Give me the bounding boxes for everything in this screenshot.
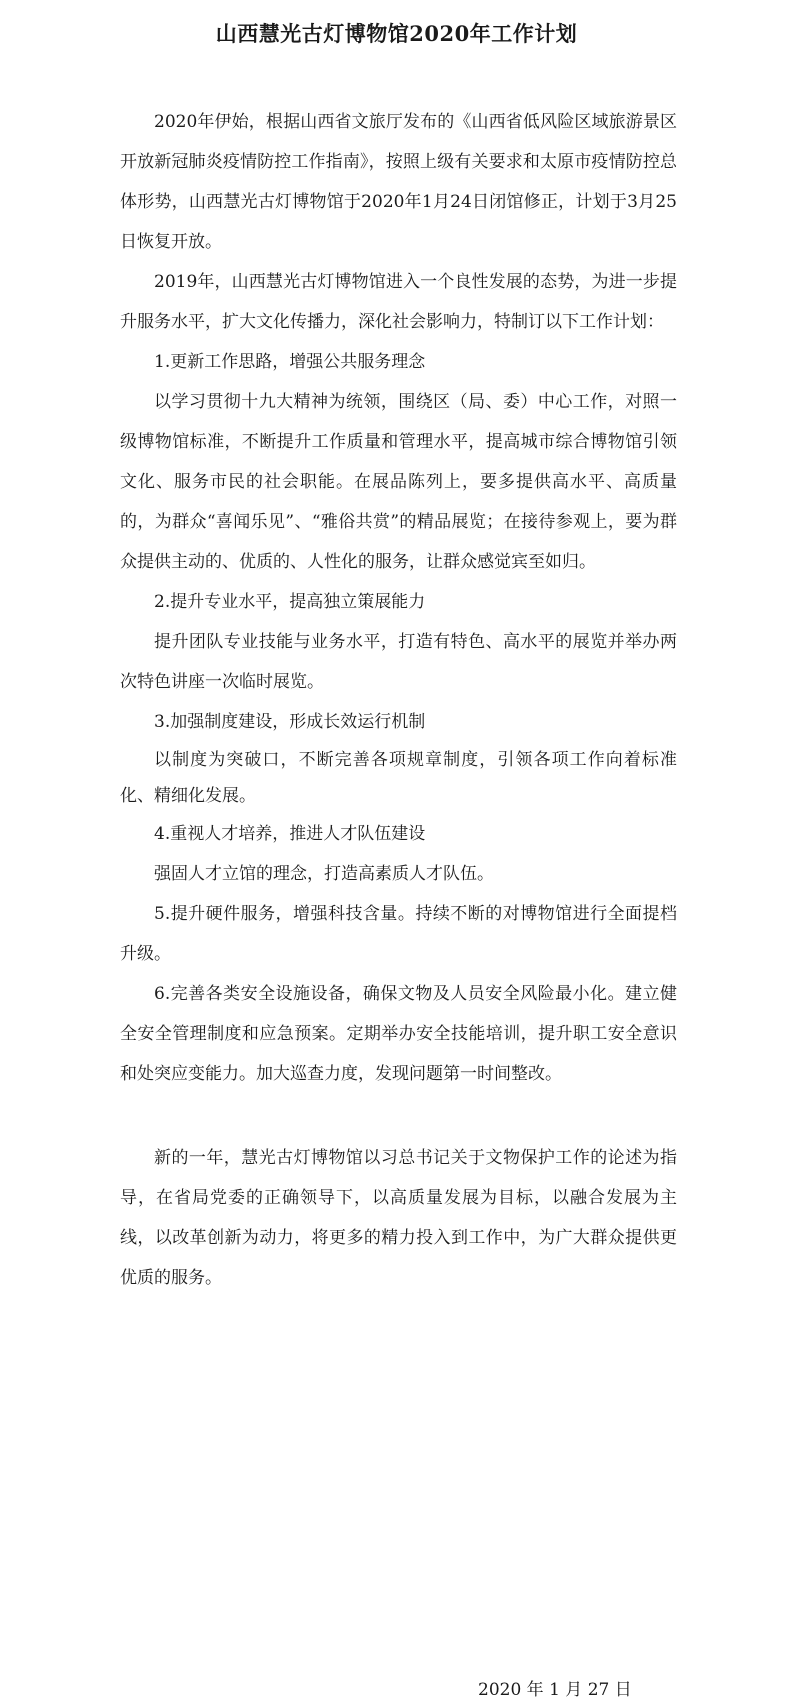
document-date: 2020 年 1 月 27 日 [478,1680,632,1700]
section-body-2: 提升团队专业技能与业务水平，打造有特色、高水平的展览并举办两次特色讲座一次临时展览。 [120,632,677,692]
paragraph-conclusion: 新的一年，慧光古灯博物馆以习总书记关于文物保护工作的论述为指导，在省局党委的正确领导下，以高质量发展为目标，以融合发展为主线，以改革创新为动力，将更多的精力投入到工作中，为广大群众提供更优质的服务。 [120,1148,677,1288]
section-item-6: 6.完善各类安全设施设备，确保文物及人员安全风险最小化。建立健全安全管理制度和应急预案。定期举办安全技能培训，提升职工安全意识和处突应变能力。加大巡查力度，发现问题第一时间整改。 [120,984,677,1084]
section-heading-1: 1.更新工作思路，增强公共服务理念 [154,352,426,372]
section-item-5: 5.提升硬件服务，增强科技含量。持续不断的对博物馆进行全面提档升级。 [120,904,677,964]
paragraph-intro: 2020年伊始，根据山西省文旅厅发布的《山西省低风险区域旅游景区开放新冠肺炎疫情防控工作指南》，按照上级有关要求和太原市疫情防控总体形势，山西慧光古灯博物馆于2020年1月24日闭馆修正，计划于3月25日恢复开放。 [120,112,677,252]
section-body-3: 以制度为突破口，不断完善各项规章制度，引领各项工作向着标准化、精细化发展。 [120,750,677,806]
section-heading-4: 4.重视人才培养，推进人才队伍建设 [154,824,426,844]
section-body-4: 强固人才立馆的理念，打造高素质人才队伍。 [154,864,494,884]
document-title: 山西慧光古灯博物馆2020年工作计划 [215,21,578,46]
document-body [120,102,677,1298]
section-body-1: 以学习贯彻十九大精神为统领，围绕区（局、委）中心工作，对照一级博物馆标准，不断提升工作质量和管理水平，提高城市综合博物馆引领文化、服务市民的社会职能。在展品陈列上，要多提供高水平、高质量的，为群众“喜闻乐见”、“雅俗共赏”的精品展览；在接待参观上，要为群众提供主动的、优质的、人性化的服务，让群众感觉宾至如归。 [120,392,677,572]
section-heading-3: 3.加强制度建设，形成长效运行机制 [154,712,426,732]
paragraph-overview: 2019年，山西慧光古灯博物馆进入一个良性发展的态势，为进一步提升服务水平，扩大文化传播力，深化社会影响力，特制订以下工作计划： [120,272,677,332]
section-heading-2: 2.提升专业水平，提高独立策展能力 [154,592,426,612]
